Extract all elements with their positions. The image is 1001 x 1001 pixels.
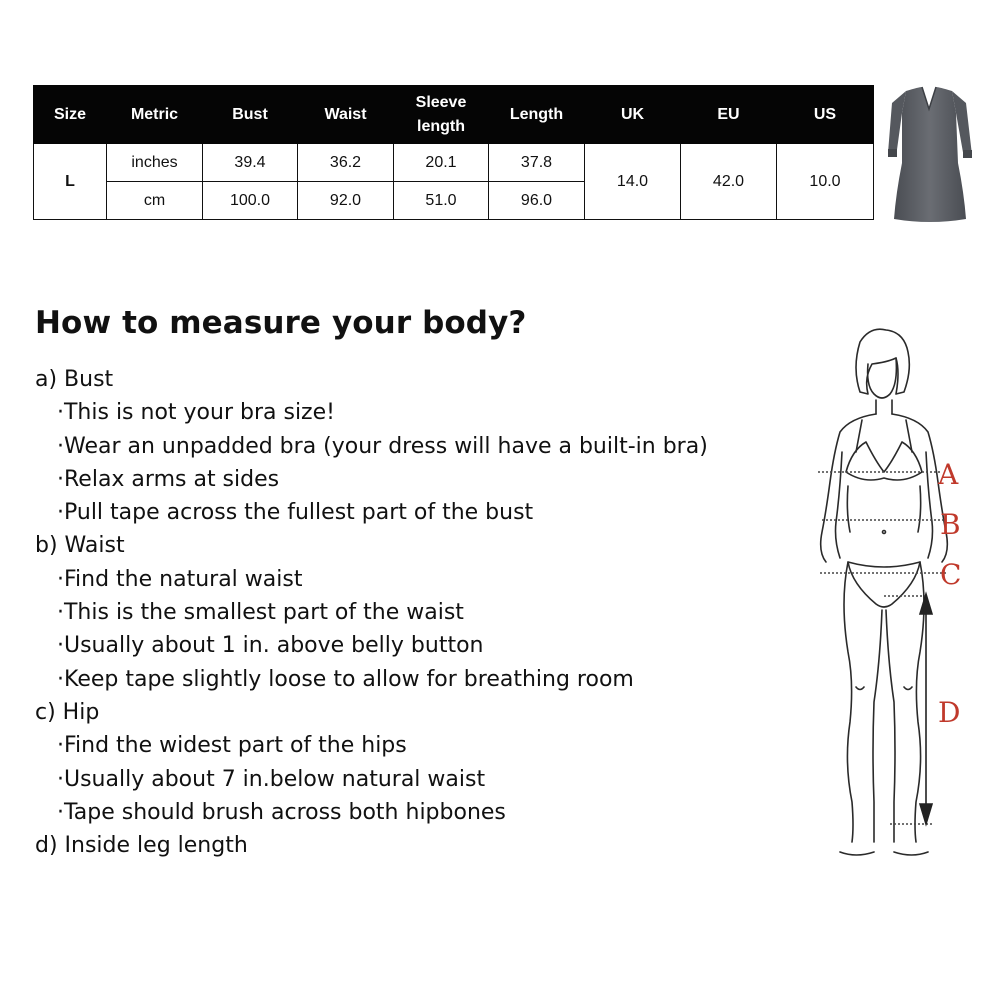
guide-item: ·This is not your bra size! bbox=[57, 400, 335, 426]
header-waist: Waist bbox=[298, 86, 394, 144]
length-inches: 37.8 bbox=[489, 144, 585, 182]
figure-waist bbox=[847, 486, 920, 532]
bust-inches: 39.4 bbox=[203, 144, 298, 182]
label-a: A bbox=[938, 458, 959, 491]
us-value: 10.0 bbox=[777, 144, 874, 220]
figure-right-arm-inner bbox=[926, 452, 933, 558]
guide-item: ·Usually about 7 in.below natural waist bbox=[57, 766, 486, 792]
dress-product-image bbox=[884, 83, 974, 223]
table-header-row bbox=[34, 86, 874, 144]
figure-left-leg bbox=[844, 562, 853, 842]
figure-bra-straps bbox=[856, 420, 912, 452]
label-b: B bbox=[940, 508, 961, 541]
inside-leg-arrow-top bbox=[920, 594, 932, 614]
header-metric: Metric bbox=[107, 86, 203, 144]
uk-value: 14.0 bbox=[585, 144, 681, 220]
guide-item: ·Find the widest part of the hips bbox=[57, 733, 407, 759]
header-eu: EU bbox=[681, 86, 777, 144]
header-bust: Bust bbox=[203, 86, 298, 144]
measure-guide-title: How to measure your body? bbox=[35, 305, 527, 341]
label-d: D bbox=[938, 696, 961, 729]
header-size: Size bbox=[34, 86, 107, 144]
figure-left-arm-inner bbox=[836, 452, 843, 558]
guide-item: ·Usually about 1 in. above belly button bbox=[57, 633, 484, 659]
measure-guide-list bbox=[35, 363, 775, 862]
header-sleeve-line1: Sleeve bbox=[415, 93, 467, 111]
size-value: L bbox=[34, 144, 107, 220]
guide-item: ·Wear an unpadded bra (your dress will have a built-in bra) bbox=[57, 433, 708, 459]
figure-neck bbox=[876, 400, 892, 414]
figure-navel bbox=[883, 531, 886, 534]
header-length: Length bbox=[489, 86, 585, 144]
guide-section-hip: c) Hip bbox=[35, 699, 100, 725]
figure-briefs bbox=[848, 562, 920, 607]
dress-right-cuff bbox=[963, 150, 972, 158]
guide-section-bust: a) Bust bbox=[35, 367, 114, 392]
body-measurement-figure bbox=[800, 322, 980, 867]
header-sleeve-line2: length bbox=[417, 117, 465, 135]
figure-feet bbox=[840, 852, 928, 855]
guide-item: ·Relax arms at sides bbox=[57, 466, 280, 492]
metric-inches: inches bbox=[107, 144, 203, 182]
sleeve-cm: 51.0 bbox=[394, 182, 489, 220]
inside-leg-arrow-bottom bbox=[920, 804, 932, 824]
size-chart-table bbox=[33, 85, 874, 220]
bust-cm: 100.0 bbox=[203, 182, 298, 220]
guide-section-inside-leg: d) Inside leg length bbox=[35, 833, 248, 859]
waist-cm: 92.0 bbox=[298, 182, 394, 220]
dress-left-cuff bbox=[888, 149, 897, 157]
figure-hair bbox=[856, 329, 909, 394]
length-cm: 96.0 bbox=[489, 182, 585, 220]
guide-item: ·Pull tape across the fullest part of the bust bbox=[57, 500, 534, 526]
table-row bbox=[34, 144, 874, 182]
metric-cm: cm bbox=[107, 182, 203, 220]
header-us: US bbox=[777, 86, 874, 144]
sleeve-inches: 20.1 bbox=[394, 144, 489, 182]
guide-section-waist: b) Waist bbox=[35, 533, 125, 559]
guide-item: ·This is the smallest part of the waist bbox=[57, 600, 464, 626]
eu-value: 42.0 bbox=[681, 144, 777, 220]
waist-inches: 36.2 bbox=[298, 144, 394, 182]
figure-inner-legs bbox=[873, 610, 895, 842]
label-c: C bbox=[940, 558, 962, 591]
header-uk: UK bbox=[585, 86, 681, 144]
header-sleeve-length bbox=[394, 86, 489, 144]
guide-item: ·Keep tape slightly loose to allow for breathing room bbox=[57, 666, 634, 692]
guide-item: ·Find the natural waist bbox=[57, 566, 303, 592]
figure-knees bbox=[856, 687, 912, 690]
guide-item: ·Tape should brush across both hipbones bbox=[57, 799, 506, 825]
